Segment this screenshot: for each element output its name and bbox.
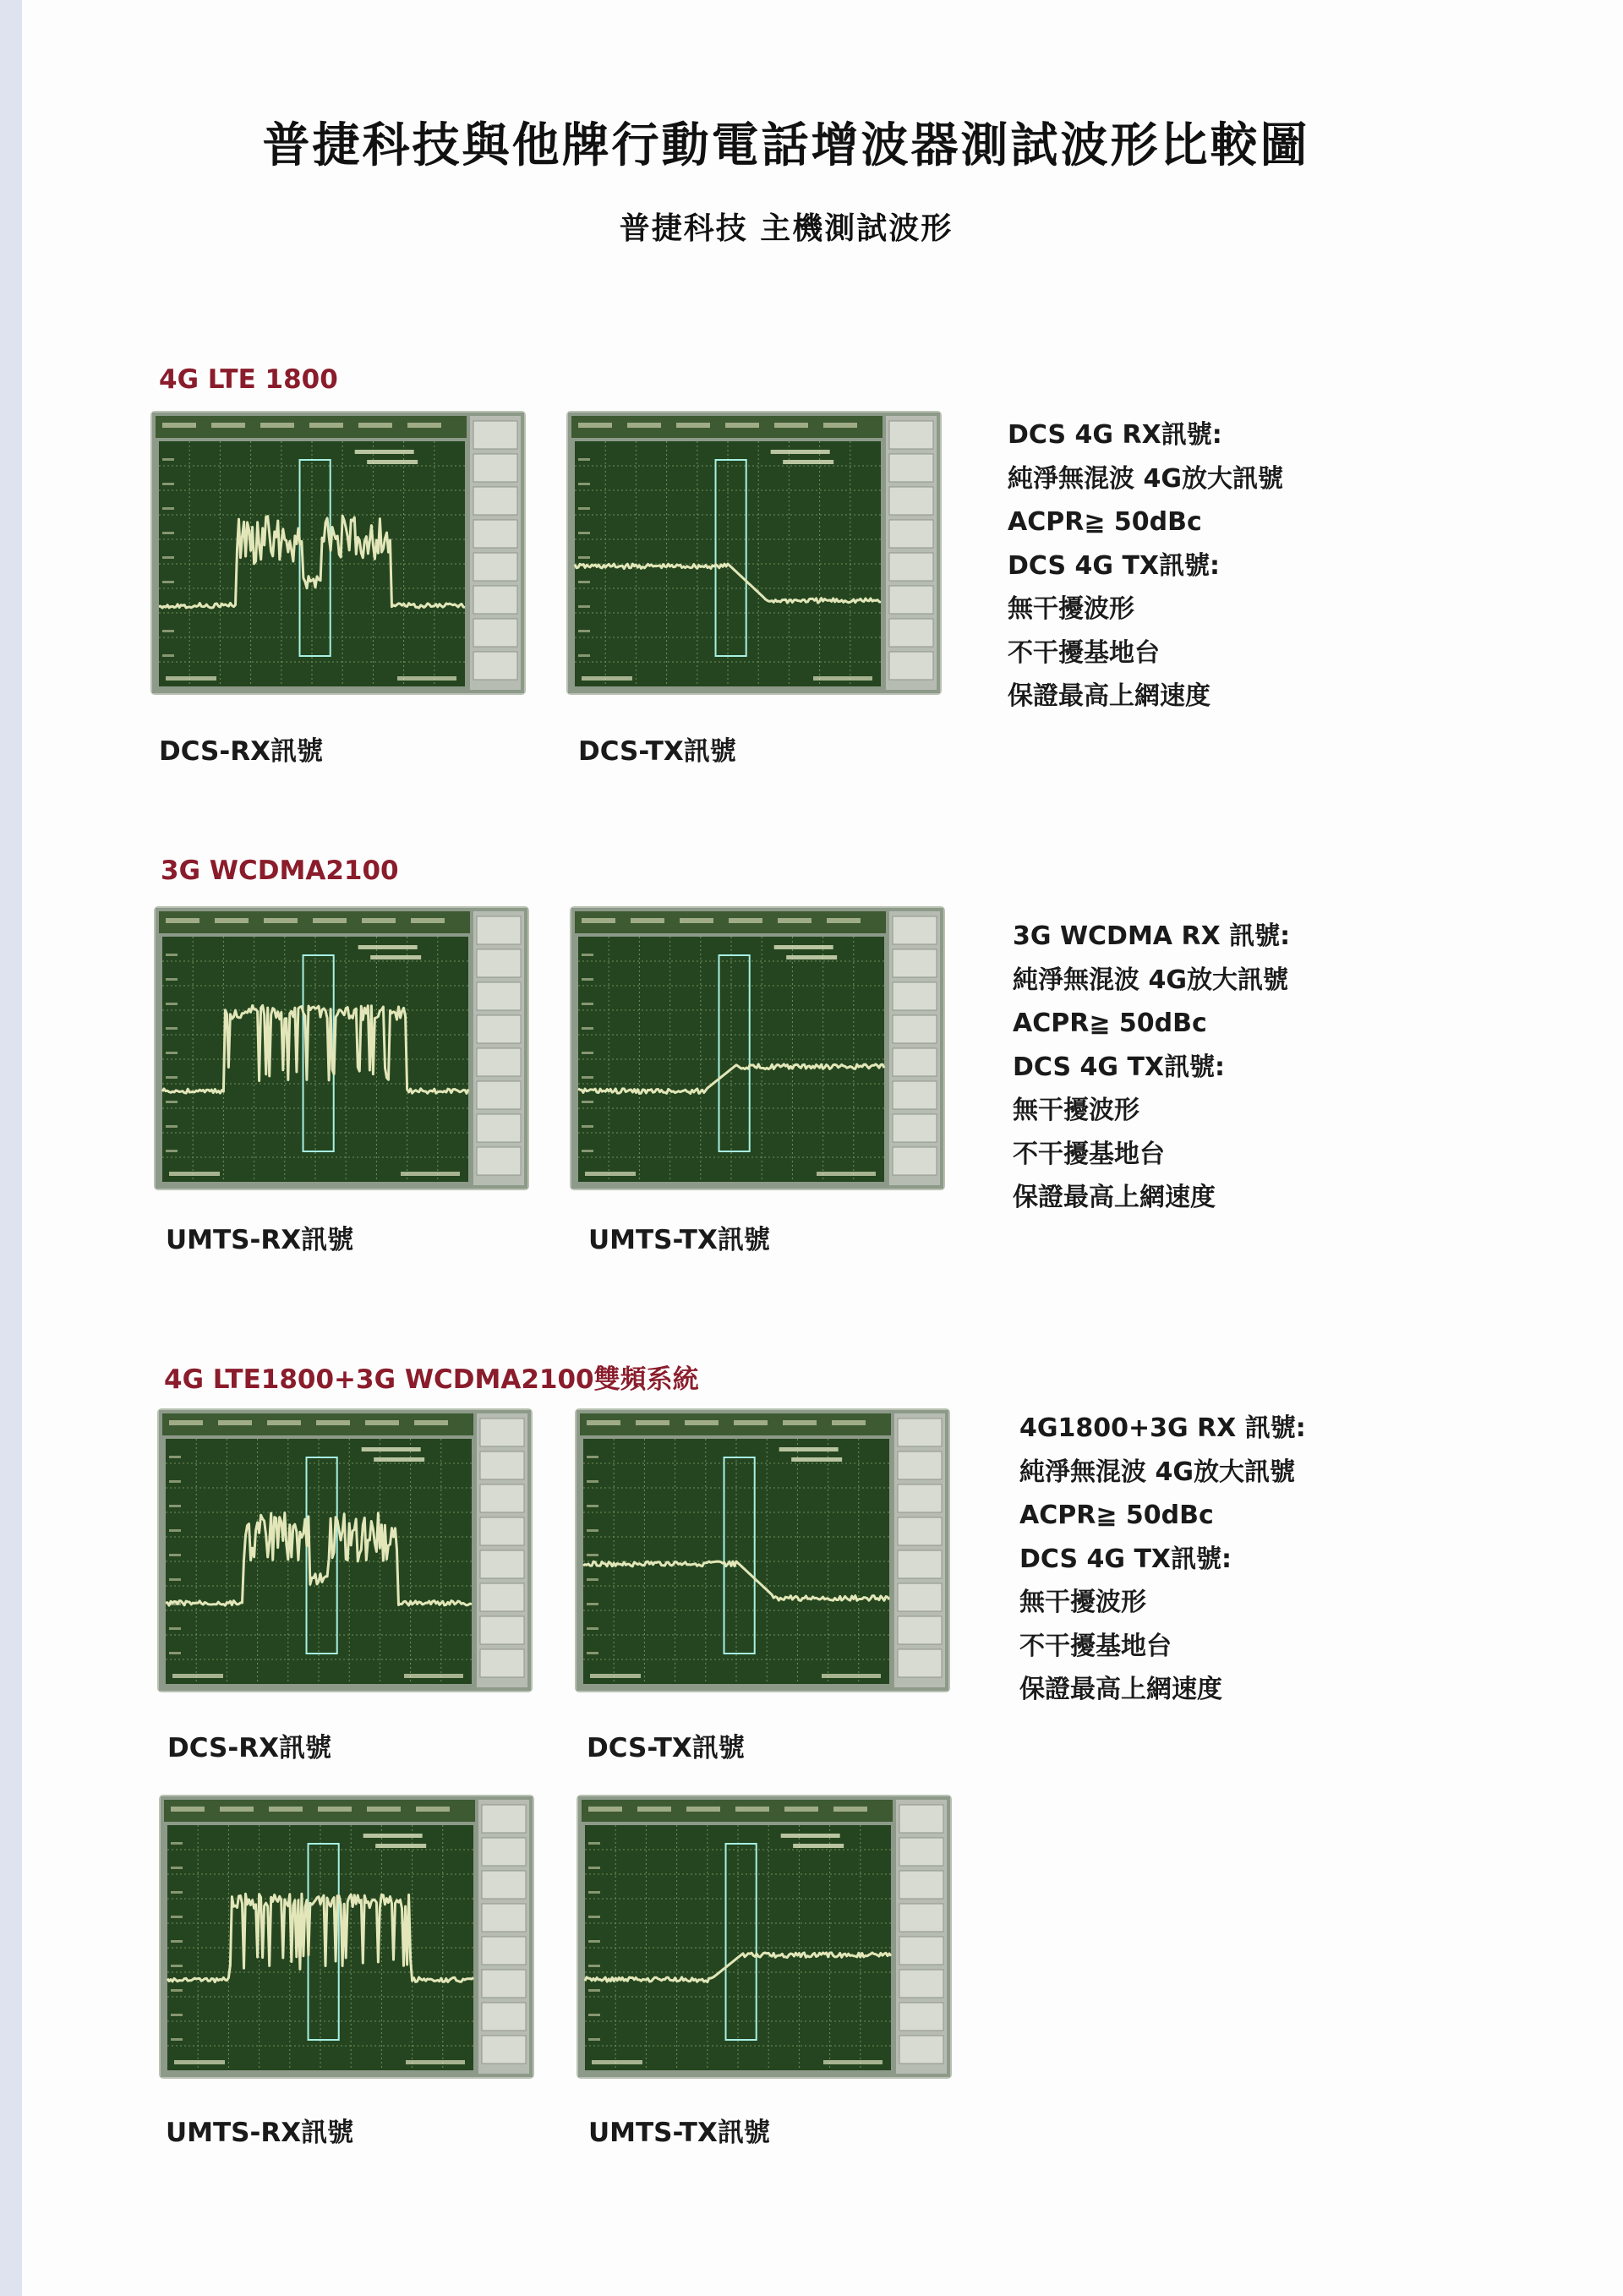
description-line: 4G1800+3G RX 訊號: bbox=[1019, 1413, 1306, 1443]
page-title: 普捷科技與他牌行動電話增波器測試波形比較圖 bbox=[262, 118, 1310, 173]
description-line: DCS 4G RX訊號: bbox=[1008, 420, 1222, 450]
caption-dual-umts-tx: UMTS-TX訊號 bbox=[588, 2118, 770, 2148]
description-line: 不干擾基地台 bbox=[1008, 637, 1160, 668]
description-line: ACPR≧ 50dBc bbox=[1008, 507, 1202, 537]
caption-dual-dcs-tx: DCS-TX訊號 bbox=[587, 1733, 745, 1763]
description-line: DCS 4G TX訊號: bbox=[1019, 1544, 1232, 1574]
description-dual-band bbox=[1019, 1407, 1306, 1712]
spectrum-screen bbox=[571, 908, 943, 1189]
description-lte1800 bbox=[1008, 413, 1283, 719]
description-line: 無干擾波形 bbox=[1019, 1588, 1146, 1617]
section-heading-dual-band: 4G LTE1800+3G WCDMA2100雙頻系統 bbox=[164, 1364, 699, 1395]
spectrum-photo-dual-dcs-tx bbox=[577, 1410, 948, 1691]
description-line: 無干擾波形 bbox=[1008, 594, 1134, 624]
caption-umts-tx: UMTS-TX訊號 bbox=[588, 1225, 770, 1255]
scan-edge bbox=[0, 0, 22, 2296]
spectrum-photo-dcs-rx bbox=[152, 413, 524, 693]
description-line: DCS 4G TX訊號: bbox=[1013, 1052, 1226, 1082]
caption-dcs-rx: DCS-RX訊號 bbox=[159, 736, 324, 767]
caption-umts-rx: UMTS-RX訊號 bbox=[166, 1225, 354, 1255]
section-heading-wcdma2100: 3G WCDMA2100 bbox=[161, 856, 399, 886]
caption-dual-umts-rx: UMTS-RX訊號 bbox=[166, 2118, 354, 2148]
spectrum-photo-dual-umts-tx bbox=[578, 1796, 950, 2077]
spectrum-photo-umts-rx bbox=[156, 908, 527, 1189]
spectrum-screen bbox=[578, 1796, 950, 2077]
spectrum-photo-dcs-tx bbox=[568, 413, 940, 693]
spectrum-screen bbox=[159, 1410, 531, 1691]
description-line: 保證最高上網速度 bbox=[1013, 1183, 1216, 1212]
description-line: 純淨無混波 4G放大訊號 bbox=[1019, 1457, 1295, 1487]
description-line: 純淨無混波 4G放大訊號 bbox=[1008, 463, 1283, 494]
description-wcdma2100 bbox=[1013, 915, 1290, 1220]
description-line: DCS 4G TX訊號: bbox=[1008, 550, 1221, 581]
description-line: 不干擾基地台 bbox=[1013, 1139, 1165, 1169]
description-line: 純淨無混波 4G放大訊號 bbox=[1013, 965, 1288, 995]
spectrum-screen bbox=[156, 908, 527, 1189]
description-line: ACPR≧ 50dBc bbox=[1013, 1009, 1207, 1038]
spectrum-photo-umts-tx bbox=[571, 908, 943, 1189]
spectrum-photo-dual-dcs-rx bbox=[159, 1410, 531, 1691]
caption-dual-dcs-rx: DCS-RX訊號 bbox=[167, 1733, 332, 1763]
spectrum-screen bbox=[568, 413, 940, 693]
spectrum-screen bbox=[577, 1410, 948, 1691]
section-heading-lte1800: 4G LTE 1800 bbox=[159, 364, 338, 395]
description-line: 不干擾基地台 bbox=[1019, 1631, 1172, 1661]
description-line: 無干擾波形 bbox=[1013, 1096, 1139, 1125]
description-line: 3G WCDMA RX 訊號: bbox=[1013, 921, 1291, 951]
spectrum-screen bbox=[152, 413, 524, 693]
page-subtitle: 普捷科技 主機測試波形 bbox=[619, 211, 954, 246]
caption-dcs-tx: DCS-TX訊號 bbox=[578, 736, 736, 767]
spectrum-photo-dual-umts-rx bbox=[161, 1796, 533, 2077]
spectrum-screen bbox=[161, 1796, 533, 2077]
description-line: 保證最高上網速度 bbox=[1019, 1675, 1222, 1704]
description-line: ACPR≧ 50dBc bbox=[1019, 1501, 1214, 1530]
description-line: 保證最高上網速度 bbox=[1008, 681, 1210, 711]
